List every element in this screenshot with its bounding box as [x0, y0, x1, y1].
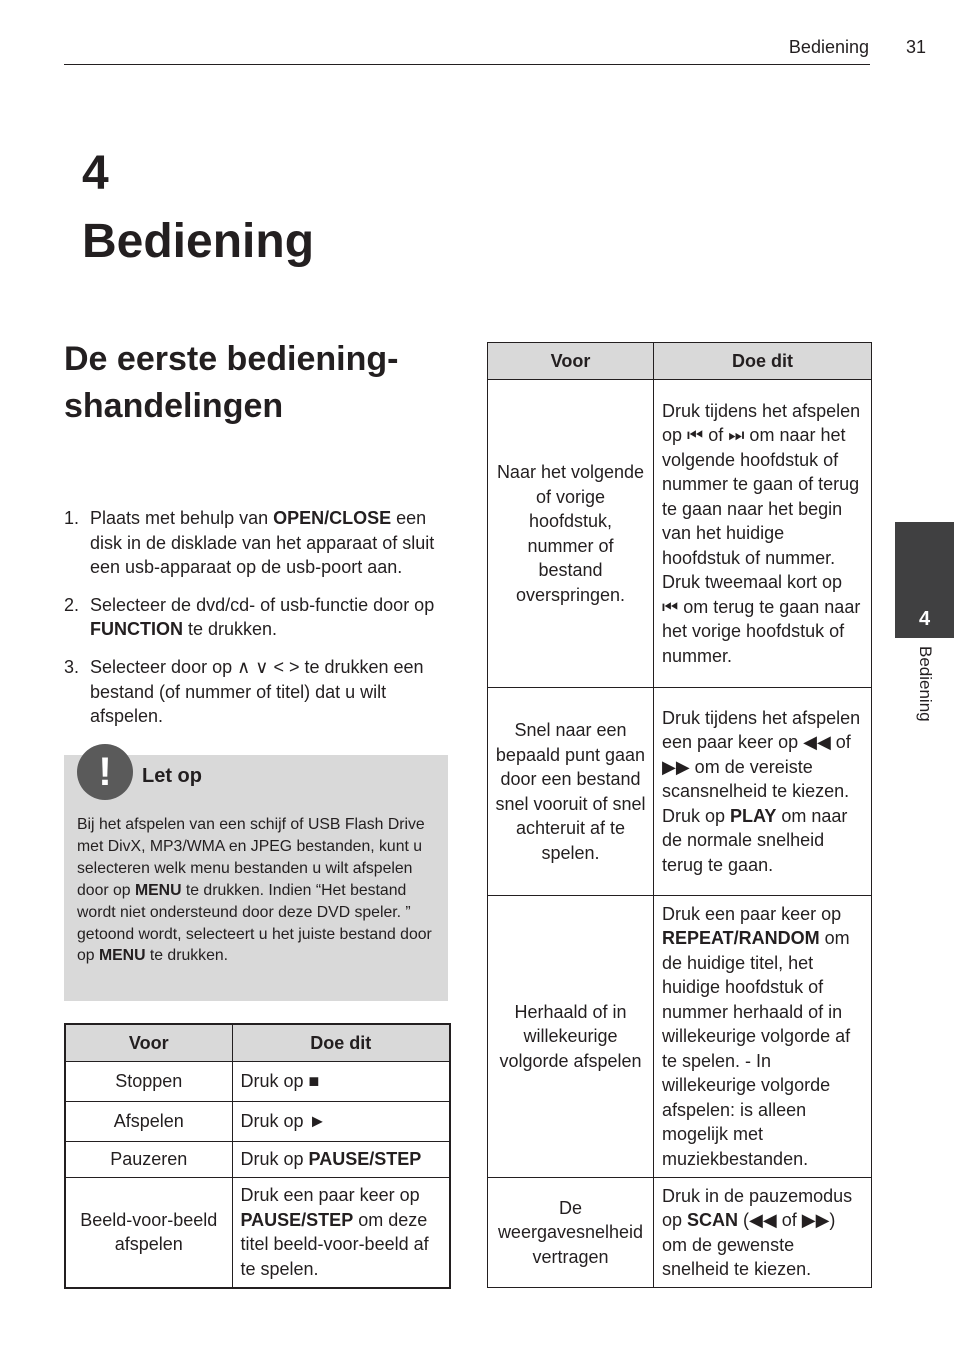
table-cell: De weergavesnelheid vertragen — [488, 1178, 654, 1288]
table-header-row — [488, 343, 872, 380]
chapter-number: 4 — [82, 147, 109, 200]
step-text: Selecteer door op — [90, 656, 238, 677]
table-row — [65, 1102, 450, 1142]
step-number: 2. — [64, 594, 80, 615]
step-keyword: FUNCTION — [90, 619, 183, 640]
step-number: 3. — [64, 656, 80, 677]
step-text: ∧ ∨ < > te drukken een bestand (of nummer of titel) dat u wilt afspelen. — [90, 656, 424, 727]
note-keyword: MENU — [134, 881, 182, 899]
table-cell: Afspelen — [65, 1102, 232, 1142]
step-text: Selecteer de dvd/cd- of usb-functie door op — [90, 594, 435, 615]
table-row — [488, 380, 872, 688]
step-number: 1. — [64, 508, 80, 528]
table-row — [65, 1142, 450, 1178]
note-text: Bij het afspelen van een schijf of USB Flash Drive met DivX, MP3/WMA en JPEG bestanden, kunt u selecteren welk menu bestanden u wilt afspelen door op MENU te drukken. Indien “Het bestand wordt niet ondersteund door deze DVD speler. ” getoond wordt, selecteert u het juiste bestand door op MENU te drukken. — [77, 816, 432, 965]
step-text: te drukken. — [183, 619, 278, 640]
step-item — [64, 506, 454, 580]
table-cell: Druk een paar keer op REPEAT/RANDOM om de huidige titel, het huidige hoofdstuk of nummer herhaald of in willekeurige volgorde af te spelen. - In willekeurige volgorde afspelen: is alleen mogelijk met muziekbestanden. — [654, 896, 872, 1178]
table-cell: Beeld-voor-beeld afspelen — [65, 1178, 232, 1288]
exclamation-icon: ! — [77, 744, 133, 800]
table-cell: Druk tijdens het afspelen een paar keer op ◀◀ of ▶▶ om de vereiste scansnelheid te kiezen. Druk op PLAY om naar de normale snelheid terug te gaan. — [654, 688, 872, 896]
table-cell: Naar het volgende of vorige hoofdstuk, nummer of bestand overspringen. — [488, 380, 654, 688]
step-text: Plaats met behulp van — [90, 508, 274, 528]
step-item — [64, 593, 454, 642]
column-header: Doe dit — [654, 343, 872, 380]
table-cell: Snel naar een bepaald punt gaan door een bestand snel vooruit of snel achteruit af te spelen. — [488, 688, 654, 896]
table-cell: Druk in de pauzemodus op SCAN (◀◀ of ▶▶) om de gewenste snelheid te kiezen. — [654, 1178, 872, 1288]
table-cell: Herhaald of in willekeurige volgorde afspelen — [488, 896, 654, 1178]
table-row — [488, 688, 872, 896]
chapter-title: Bediening — [82, 215, 315, 268]
controls-table-left — [64, 1023, 451, 1289]
controls-table-right — [487, 342, 872, 1288]
running-head: Bediening — [788, 37, 869, 57]
steps-list — [64, 506, 454, 742]
table-row — [488, 1178, 872, 1288]
table-cell: Druk op ■ — [232, 1062, 450, 1102]
table-cell: Druk op ► — [232, 1102, 450, 1142]
table-cell: Druk op PAUSE/STEP — [232, 1142, 450, 1178]
table-row — [65, 1062, 450, 1102]
note-keyword: MENU — [98, 947, 146, 965]
step-keyword: OPEN/CLOSE — [273, 508, 392, 528]
section-title: De eerste bediening-shandelingen — [64, 340, 399, 425]
page-number: 31 — [906, 37, 927, 57]
header-rule — [64, 64, 870, 65]
side-tab-number: 4 — [918, 608, 931, 630]
side-tab-label: Bediening — [916, 646, 935, 722]
column-header: Voor — [488, 343, 654, 380]
column-header: Doe dit — [232, 1024, 450, 1062]
note-title: Let op — [142, 765, 202, 787]
column-header: Voor — [65, 1024, 232, 1062]
step-text: een disk in de disklade van het apparaat of sluit een usb-apparaat op de usb-poort aan. — [90, 508, 435, 578]
table-cell: Stoppen — [65, 1062, 232, 1102]
table-cell: Druk tijdens het afspelen op ⏮ of ⏭ om naar het volgende hoofdstuk of nummer te gaan of terug te gaan naar het begin van het huidige hoofdstuk of nummer. Druk tweemaal kort op ⏮ om terug te gaan naar het vorige hoofdstuk of nummer. — [654, 380, 872, 688]
table-header-row — [65, 1024, 450, 1062]
step-item — [64, 655, 454, 729]
table-row — [488, 896, 872, 1178]
table-cell: Druk een paar keer op PAUSE/STEP om deze titel beeld-voor-beeld af te spelen. — [232, 1178, 450, 1288]
table-cell: Pauzeren — [65, 1142, 232, 1178]
table-row — [65, 1178, 450, 1288]
